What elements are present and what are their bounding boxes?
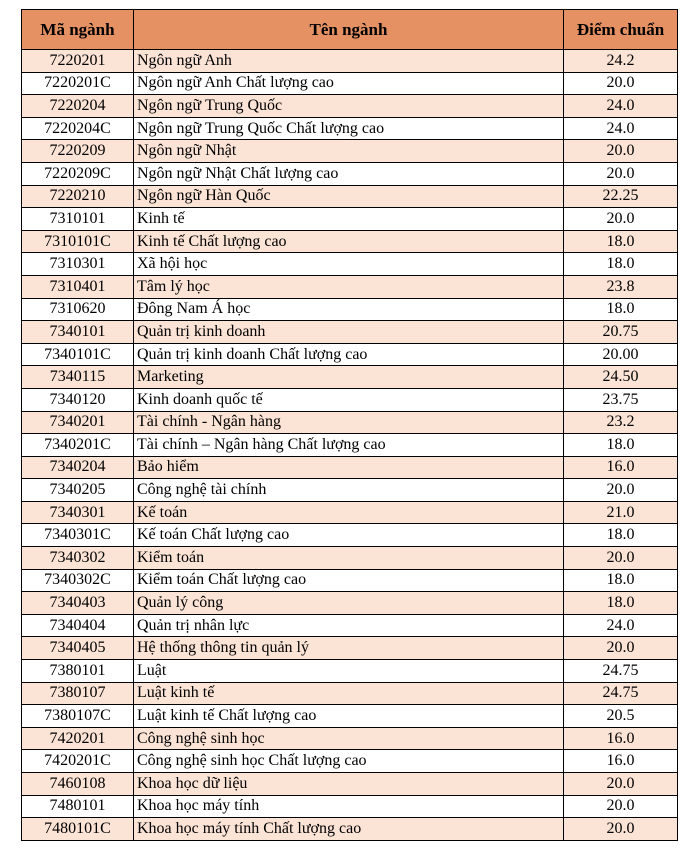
code-cell: 7480101C (22, 818, 134, 841)
name-cell: Công nghệ sinh học (134, 727, 564, 750)
table-row (22, 366, 678, 389)
score-cell: 24.75 (564, 660, 678, 683)
score-cell: 20.0 (564, 140, 678, 163)
score-cell: 18.0 (564, 434, 678, 457)
name-cell: Khoa học máy tính (134, 795, 564, 818)
table-row (22, 208, 678, 231)
score-cell: 18.0 (564, 298, 678, 321)
table-row (22, 773, 678, 796)
name-cell: Ngôn ngữ Anh (134, 50, 564, 73)
table-row (22, 660, 678, 683)
code-cell: 7340201 (22, 411, 134, 434)
name-cell: Tâm lý học (134, 275, 564, 298)
code-cell: 7220209C (22, 162, 134, 185)
table-row (22, 479, 678, 502)
code-cell: 7310101 (22, 208, 134, 231)
code-cell: 7380107 (22, 682, 134, 705)
score-cell: 18.0 (564, 592, 678, 615)
table-row (22, 524, 678, 547)
code-cell: 7340302 (22, 547, 134, 570)
score-cell: 24.0 (564, 117, 678, 140)
name-cell: Công nghệ sinh học Chất lượng cao (134, 750, 564, 773)
score-cell: 18.0 (564, 524, 678, 547)
name-cell: Quản trị kinh doanh Chất lượng cao (134, 343, 564, 366)
score-cell: 24.0 (564, 614, 678, 637)
score-cell: 23.2 (564, 411, 678, 434)
table-row (22, 592, 678, 615)
name-cell: Xã hội học (134, 253, 564, 276)
table-row (22, 117, 678, 140)
code-cell: 7380101 (22, 660, 134, 683)
table-container (21, 9, 678, 841)
name-cell: Quản lý công (134, 592, 564, 615)
score-cell: 16.0 (564, 750, 678, 773)
score-cell: 16.0 (564, 456, 678, 479)
name-cell: Kinh doanh quốc tế (134, 388, 564, 411)
name-cell: Kiểm toán Chất lượng cao (134, 569, 564, 592)
name-cell: Kế toán (134, 501, 564, 524)
score-cell: 20.0 (564, 795, 678, 818)
table-row (22, 705, 678, 728)
table-row (22, 275, 678, 298)
table-row (22, 614, 678, 637)
name-cell: Ngôn ngữ Nhật Chất lượng cao (134, 162, 564, 185)
table-row (22, 434, 678, 457)
table-row (22, 501, 678, 524)
code-cell: 7420201C (22, 750, 134, 773)
name-cell: Ngôn ngữ Trung Quốc Chất lượng cao (134, 117, 564, 140)
name-cell: Hệ thống thông tin quản lý (134, 637, 564, 660)
code-cell: 7340302C (22, 569, 134, 592)
code-cell: 7220204 (22, 95, 134, 118)
header-code: Mã ngành (22, 10, 134, 50)
score-cell: 20.0 (564, 637, 678, 660)
code-cell: 7340301C (22, 524, 134, 547)
score-cell: 20.0 (564, 547, 678, 570)
code-cell: 7340115 (22, 366, 134, 389)
name-cell: Công nghệ tài chính (134, 479, 564, 502)
name-cell: Đông Nam Á học (134, 298, 564, 321)
name-cell: Tài chính – Ngân hàng Chất lượng cao (134, 434, 564, 457)
name-cell: Khoa học máy tính Chất lượng cao (134, 818, 564, 841)
score-cell: 20.0 (564, 208, 678, 231)
table-row (22, 230, 678, 253)
score-cell: 24.75 (564, 682, 678, 705)
name-cell: Tài chính - Ngân hàng (134, 411, 564, 434)
score-cell: 20.5 (564, 705, 678, 728)
code-cell: 7310620 (22, 298, 134, 321)
table-row (22, 388, 678, 411)
name-cell: Kế toán Chất lượng cao (134, 524, 564, 547)
code-cell: 7420201 (22, 727, 134, 750)
table-row (22, 818, 678, 841)
score-cell: 20.0 (564, 479, 678, 502)
table-row (22, 162, 678, 185)
table-body (22, 50, 678, 841)
code-cell: 7340201C (22, 434, 134, 457)
table-header (22, 10, 678, 50)
table-row (22, 456, 678, 479)
name-cell: Quản trị nhân lực (134, 614, 564, 637)
score-cell: 24.2 (564, 50, 678, 73)
name-cell: Ngôn ngữ Hàn Quốc (134, 185, 564, 208)
header-row (22, 10, 678, 50)
score-cell: 21.0 (564, 501, 678, 524)
code-cell: 7220210 (22, 185, 134, 208)
header-score: Điểm chuẩn (564, 10, 678, 50)
code-cell: 7310301 (22, 253, 134, 276)
code-cell: 7340205 (22, 479, 134, 502)
code-cell: 7340101 (22, 321, 134, 344)
table-row (22, 569, 678, 592)
code-cell: 7340204 (22, 456, 134, 479)
code-cell: 7380107C (22, 705, 134, 728)
table-row (22, 343, 678, 366)
name-cell: Ngôn ngữ Trung Quốc (134, 95, 564, 118)
score-cell: 20.0 (564, 162, 678, 185)
name-cell: Marketing (134, 366, 564, 389)
score-cell: 20.0 (564, 773, 678, 796)
table-row (22, 72, 678, 95)
name-cell: Kinh tế (134, 208, 564, 231)
name-cell: Luật (134, 660, 564, 683)
name-cell: Khoa học dữ liệu (134, 773, 564, 796)
table-row (22, 750, 678, 773)
code-cell: 7220201 (22, 50, 134, 73)
score-cell: 23.8 (564, 275, 678, 298)
code-cell: 7340404 (22, 614, 134, 637)
name-cell: Ngôn ngữ Nhật (134, 140, 564, 163)
code-cell: 7340120 (22, 388, 134, 411)
code-cell: 7340403 (22, 592, 134, 615)
code-cell: 7460108 (22, 773, 134, 796)
code-cell: 7220209 (22, 140, 134, 163)
code-cell: 7220204C (22, 117, 134, 140)
score-cell: 18.0 (564, 253, 678, 276)
table-row (22, 321, 678, 344)
table-row (22, 411, 678, 434)
table-row (22, 298, 678, 321)
code-cell: 7310401 (22, 275, 134, 298)
score-cell: 20.0 (564, 818, 678, 841)
code-cell: 7340101C (22, 343, 134, 366)
table-row (22, 185, 678, 208)
score-cell: 20.00 (564, 343, 678, 366)
code-cell: 7480101 (22, 795, 134, 818)
table-row (22, 727, 678, 750)
name-cell: Kiểm toán (134, 547, 564, 570)
table-row (22, 95, 678, 118)
score-cell: 18.0 (564, 569, 678, 592)
score-cell: 23.75 (564, 388, 678, 411)
score-cell: 20.75 (564, 321, 678, 344)
name-cell: Luật kinh tế (134, 682, 564, 705)
score-cell: 22.25 (564, 185, 678, 208)
score-cell: 20.0 (564, 72, 678, 95)
code-cell: 7220201C (22, 72, 134, 95)
name-cell: Ngôn ngữ Anh Chất lượng cao (134, 72, 564, 95)
table-row (22, 50, 678, 73)
header-name: Tên ngành (134, 10, 564, 50)
score-cell: 24.0 (564, 95, 678, 118)
score-cell: 24.50 (564, 366, 678, 389)
table-row (22, 795, 678, 818)
table-row (22, 140, 678, 163)
table-row (22, 637, 678, 660)
code-cell: 7310101C (22, 230, 134, 253)
table-row (22, 682, 678, 705)
table-row (22, 253, 678, 276)
name-cell: Kinh tế Chất lượng cao (134, 230, 564, 253)
code-cell: 7340405 (22, 637, 134, 660)
score-cell: 16.0 (564, 727, 678, 750)
score-cell: 18.0 (564, 230, 678, 253)
table-row (22, 547, 678, 570)
admission-scores-table (21, 9, 678, 841)
code-cell: 7340301 (22, 501, 134, 524)
name-cell: Luật kinh tế Chất lượng cao (134, 705, 564, 728)
name-cell: Bảo hiểm (134, 456, 564, 479)
name-cell: Quản trị kinh doanh (134, 321, 564, 344)
